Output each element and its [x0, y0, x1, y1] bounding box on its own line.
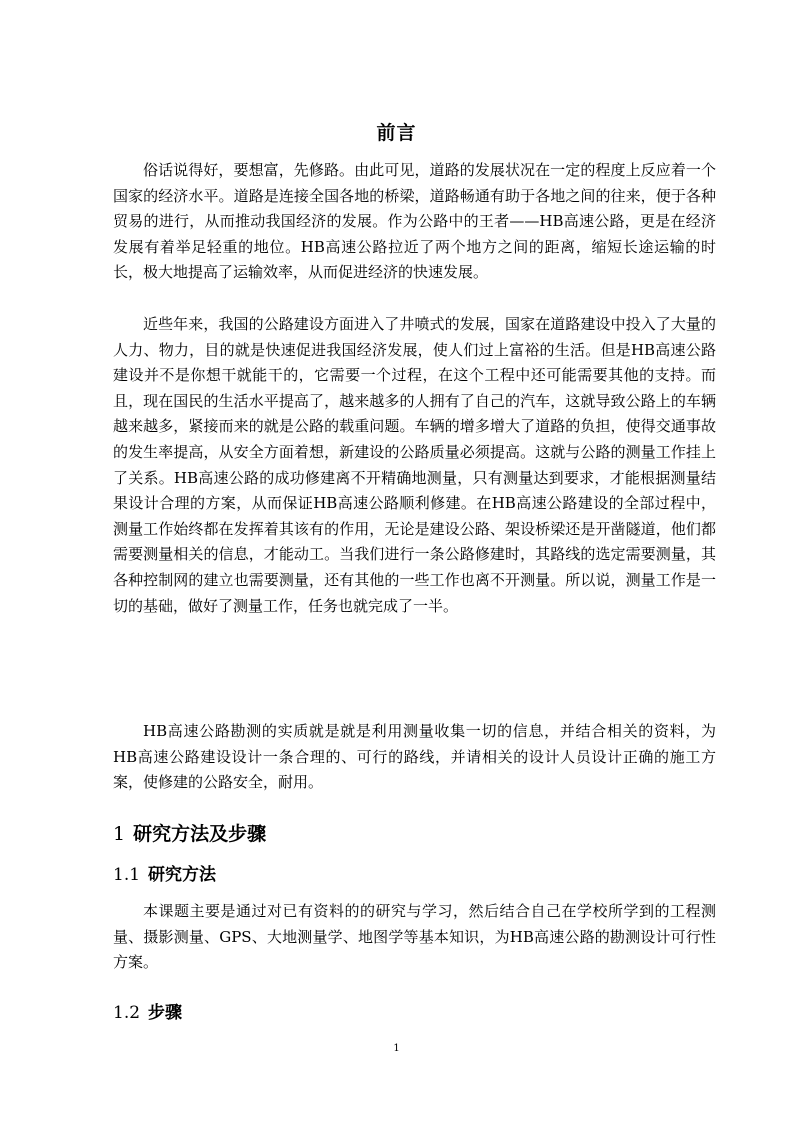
section-1-heading: [113, 819, 266, 846]
section-1-2-title: 步骤: [148, 1003, 183, 1023]
page-number: 1: [393, 1043, 400, 1054]
page-title: 前言: [376, 122, 417, 144]
preface-paragraph-3: HB高速公路勘测的实质就是就是利用测量收集一切的信息，并结合相关的资料，为HB高速公路建设设计一条合理的、可行的路线，并请相关的设计人员设计正确的施工方案，使修建的公路安全，耐用。: [113, 722, 716, 792]
preface-paragraph-2: 近些年来，我国的公路建设方面进入了井喷式的发展，国家在道路建设中投入了大量的人力、物力，目的就是快速促进我国经济发展，使人们过上富裕的生活。但是HB高速公路建设并不是你想干就能干的，它需要一个过程，在这个工程中还可能需要其他的支持。而且，现在国民的生活水平提高了，越来越多的人拥有了自己的汽车，这就导致公路上的车辆越来越多，紧接而来的就是公路的载重问题。车辆的增多增大了道路的负担，使得交通事故的发生率提高，从安全方面着想，新建设的公路质量必须提高。这就与公路的测量工作挂上了关系。HB高速公路的成功修建离不开精确地测量，只有测量达到要求，才能根据测量结果设计合理的方案，从而保证HB高速公路顺利修建。在HB高速公路建设的全部过程中，测量工作始终都在发挥着其该有的作用，无论是建设公路、架设桥梁还是开凿隧道，他们都需要测量相关的信息，才能动工。当我们进行一条公路修建时，其路线的选定需要测量，其各种控制网的建立也需要测量，还有其他的一些工作也离不开测量。所以说，测量工作是一切的基础，做好了测量工作，任务也就完成了一半。: [113, 315, 716, 615]
section-1-2-number: 1.2: [113, 1003, 141, 1023]
section-1-1-title: 研究方法: [148, 865, 217, 885]
section-1-1-number: 1.1: [113, 865, 141, 885]
section-1-2-heading: [113, 998, 182, 1023]
preface-paragraph-1: 俗话说得好，要想富，先修路。由此可见，道路的发展状况在一定的程度上反应着一个国家的经济水平。道路是连接全国各地的桥梁，道路畅通有助于各地之间的往来，便于各种贸易的进行，从而推动我国经济的发展。作为公路中的王者——HB高速公路，更是在经济发展有着举足轻重的地位。HB高速公路拉近了两个地方之间的距离，缩短长途运输的时长，极大地提高了运输效率，从而促进经济的快速发展。: [113, 161, 716, 282]
section-1-title: 研究方法及步骤: [133, 823, 267, 845]
section-1-1-paragraph: 本课题主要是通过对已有资料的的研究与学习，然后结合自己在学校所学到的工程测量、摄影测量、GPS、大地测量学、地图学等基本知识，为HB高速公路的勘测设计可行性方案。: [113, 902, 716, 972]
section-1-1-heading: [113, 860, 216, 885]
section-1-number: 1: [113, 823, 126, 845]
